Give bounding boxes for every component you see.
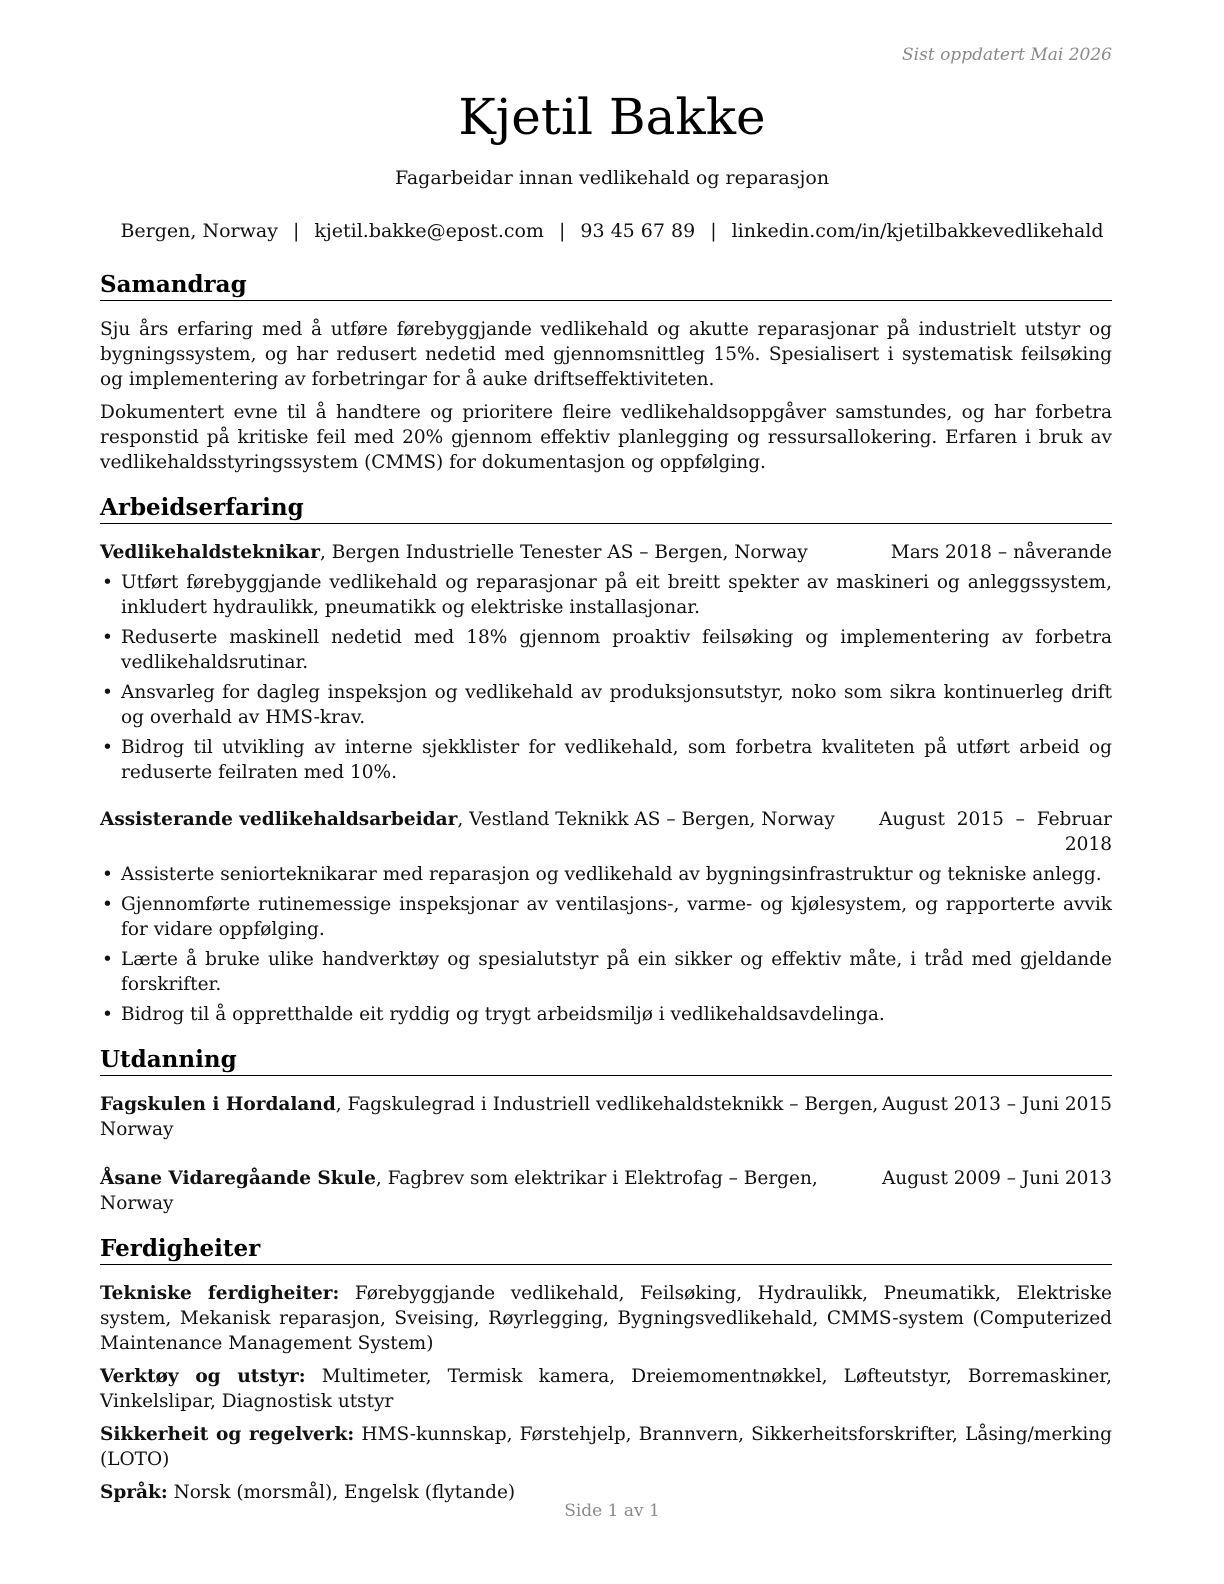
skill-value: Norsk (morsmål), Engelsk (flytande) bbox=[167, 1482, 516, 1503]
person-name: Kjetil Bakke bbox=[458, 88, 766, 146]
resume-content bbox=[100, 270, 1112, 1505]
job-header bbox=[100, 807, 1112, 857]
summary-paragraph: Sju års erfaring med å utføre førebyggjande vedlikehald og akutte reparasjonar på industrielt utstyr og bygningssystem, og har redusert nedetid med gjennomsnittleg 15%. Spesialisert i systematisk feilsøking og implementering av forbetringar for å auke driftseffektiviteten. bbox=[100, 319, 1112, 390]
section-heading-experience: Arbeidserfaring bbox=[100, 493, 1112, 524]
skill-line bbox=[100, 1364, 1112, 1414]
skill-value: Multimeter, Termisk kamera, Dreiemomentnøkkel, Løfteutstyr, Borremaskiner, Vinkelslipar, Diagnostisk utstyr bbox=[100, 1366, 1112, 1412]
job-employer: , Vestland Teknikk AS – Bergen, Norway bbox=[457, 809, 835, 830]
skill-label: Tekniske ferdigheiter: bbox=[100, 1283, 340, 1304]
section-heading-education: Utdanning bbox=[100, 1045, 1112, 1076]
skill-label: Verktøy og utstyr: bbox=[100, 1366, 306, 1387]
education-dates: August 2013 – Juni 2015 bbox=[881, 1094, 1112, 1115]
contact-line bbox=[0, 219, 1224, 244]
job-bullet: • Ansvarleg for dagleg inspeksjon og vedlikehald av produksjonsutstyr, noko som sikra kontinuerleg drift og overhald av HMS-krav. bbox=[100, 680, 1112, 730]
contact-linkedin[interactable]: linkedin.com/in/kjetilbakkevedlikehald bbox=[731, 220, 1104, 242]
job-title: Vedlikehaldsteknikar bbox=[100, 542, 320, 563]
contact-phone: 93 45 67 89 bbox=[580, 220, 696, 242]
job-bullet: • Utført førebyggjande vedlikehald og reparasjonar på eit breitt spekter av maskineri og anleggssystem, inkludert hydraulikk, pneumatikk og elektriske installasjonar. bbox=[100, 570, 1112, 620]
job-bullet: • Bidrog til å oppretthalde eit ryddig og trygt arbeidsmiljø i vedlikehaldsavdelinga. bbox=[100, 1002, 1112, 1027]
job-entry bbox=[100, 540, 1112, 785]
education-school: Fagskulen i Hordaland bbox=[100, 1094, 336, 1115]
job-title: Assisterande vedlikehaldsarbeidar bbox=[100, 809, 458, 830]
skill-line bbox=[100, 1422, 1112, 1472]
skill-value: Førebyggjande vedlikehald, Feilsøking, Hydraulikk, Pneumatikk, Elektriske system, Mekanisk reparasjon, Sveising, Røyrlegging, Bygningsvedlikehald, CMMS-system (Computerized Maintenance Management System) bbox=[100, 1283, 1112, 1354]
experience-section bbox=[100, 493, 1112, 1027]
summary-paragraph: Dokumentert evne til å handtere og prioritere fleire vedlikehaldsoppgåver samstundes, og har forbetra responstid på kritiske feil med 20% gjennom effektiv planlegging og ressursallokering. Erfaren i bruk av vedlikehaldsstyringssystem (CMMS) for dokumentasjon og oppfølging. bbox=[100, 402, 1112, 473]
summary-section bbox=[100, 270, 1112, 475]
education-entry bbox=[100, 1092, 1112, 1142]
skill-label: Språk: bbox=[100, 1482, 168, 1503]
education-details: , Fagbrev som elektrikar i Elektrofag – Bergen, Norway bbox=[100, 1168, 818, 1214]
job-bullet: • Lærte å bruke ulike handverktøy og spesialutstyr på ein sikker og effektiv måte, i tråd med gjeldande forskrifter. bbox=[100, 947, 1112, 997]
education-dates: August 2009 – Juni 2013 bbox=[881, 1168, 1112, 1189]
job-subtitle: Fagarbeidar innan vedlikehald og reparasjon bbox=[394, 167, 830, 189]
contact-location: Bergen, Norway bbox=[120, 220, 278, 242]
last-updated-note: Sist oppdatert Mai 2026 bbox=[902, 45, 1112, 65]
skill-label: Sikkerheit og regelverk: bbox=[100, 1424, 355, 1445]
contact-email[interactable]: kjetil.bakke@epost.com bbox=[314, 220, 544, 242]
job-bullet: • Gjennomførte rutinemessige inspeksjonar av ventilasjons-, varme- og kjølesystem, og rapporterte avvik for vidare oppfølging. bbox=[100, 892, 1112, 942]
job-header bbox=[100, 540, 1112, 565]
section-heading-skills: Ferdigheiter bbox=[100, 1234, 1112, 1265]
job-entry bbox=[100, 807, 1112, 1027]
education-section bbox=[100, 1045, 1112, 1216]
contact-separator: | bbox=[710, 220, 717, 242]
contact-separator: | bbox=[292, 220, 300, 242]
education-entry bbox=[100, 1166, 1112, 1216]
skill-value: HMS-kunnskap, Førstehjelp, Brannvern, Sikkerheitsforskrifter, Låsing/merking (LOTO) bbox=[100, 1424, 1113, 1470]
job-bullet: • Assisterte seniorteknikarar med reparasjon og vedlikehald av bygningsinfrastruktur og tekniske anlegg. bbox=[100, 862, 1112, 887]
skill-line bbox=[100, 1281, 1112, 1356]
job-bullets bbox=[100, 570, 1112, 785]
section-heading-summary: Samandrag bbox=[100, 270, 1112, 301]
job-bullets bbox=[100, 862, 1112, 1027]
education-school: Åsane Vidaregåande Skule bbox=[100, 1168, 376, 1189]
job-bullet: • Bidrog til utvikling av interne sjekklister for vedlikehald, som forbetra kvaliteten på utført arbeid og reduserte feilraten med 10%. bbox=[100, 735, 1112, 785]
job-dates: Mars 2018 – nåverande bbox=[890, 542, 1112, 563]
page-number: Side 1 av 1 bbox=[564, 1501, 660, 1521]
job-bullet: • Reduserte maskinell nedetid med 18% gjennom proaktiv feilsøking og implementering av forbetra vedlikehaldsrutinar. bbox=[100, 625, 1112, 675]
job-dates: August 2015 – Februar 2018 bbox=[879, 809, 1112, 855]
contact-separator: | bbox=[558, 220, 566, 242]
job-employer: , Bergen Industrielle Tenester AS – Bergen, Norway bbox=[320, 542, 808, 563]
skills-section bbox=[100, 1234, 1112, 1505]
education-details: , Fagskulegrad i Industriell vedlikehaldsteknikk – Bergen, Norway bbox=[100, 1094, 879, 1140]
